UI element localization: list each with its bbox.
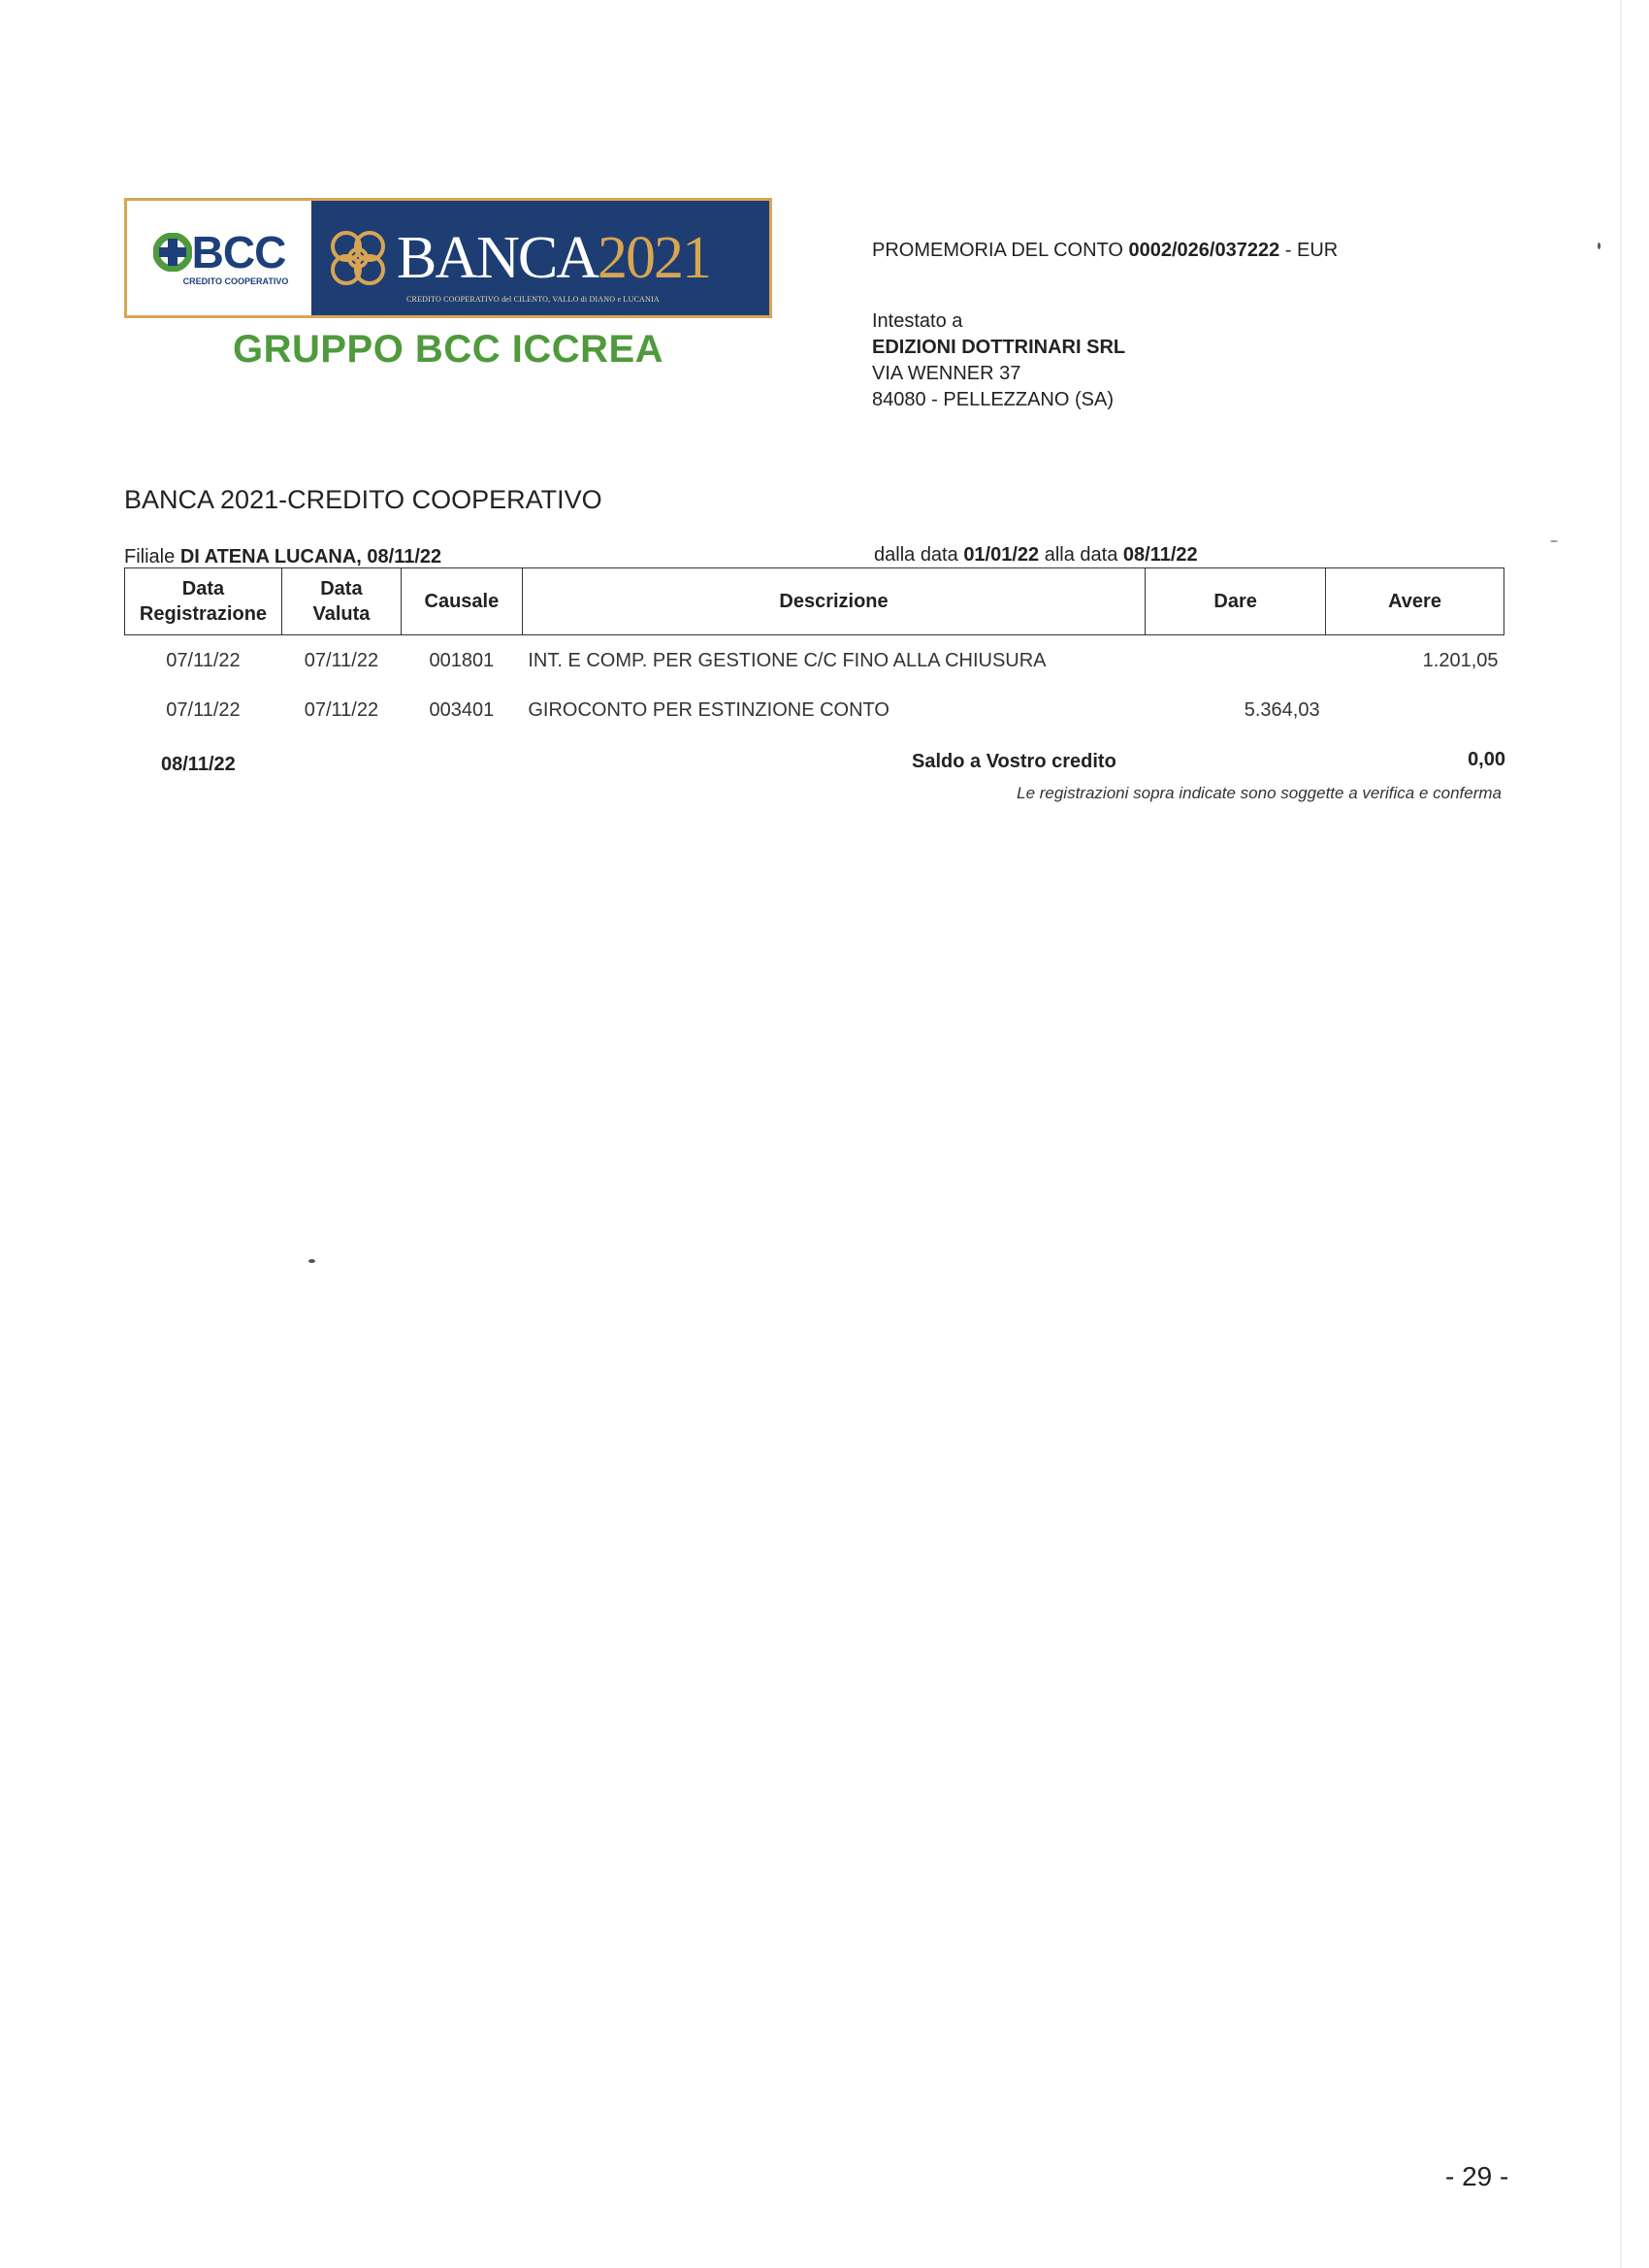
holder-label: Intestato a [872, 310, 963, 332]
celtic-knot-icon [323, 223, 393, 293]
period-from-label: dalla data [874, 544, 958, 566]
header-data-registrazione-line1: Data [181, 578, 225, 599]
cell-data-registrazione: 07/11/22 [166, 649, 241, 671]
page-number: - 29 - [1445, 2161, 1509, 2191]
banca-logo-text: BANCA [397, 225, 598, 291]
table-row [125, 635, 1504, 687]
table-row [125, 686, 1504, 734]
group-name: GRUPPO BCC ICCREA [232, 328, 664, 371]
banca2021-logo [311, 201, 769, 315]
bank-name: BANCA 2021-CREDITO COOPERATIVO [124, 485, 602, 514]
cell-data-registrazione: 07/11/22 [166, 698, 241, 721]
cell-descrizione: INT. E COMP. PER GESTIONE C/C FINO ALLA CHIUSURA [528, 649, 1047, 671]
summary-value: 0,00 [1468, 749, 1505, 770]
cell-data-valuta: 07/11/22 [304, 649, 379, 671]
scan-edge [1620, 0, 1622, 2268]
header-dare: Dare [1146, 568, 1326, 635]
holder-address: VIA WENNER 37 [872, 363, 1021, 384]
scan-speck [1550, 540, 1558, 542]
period-line [874, 544, 1198, 567]
cell-avere: 1.201,05 [1422, 649, 1499, 671]
header-data-registrazione-line2: Registrazione [139, 603, 268, 625]
cell-dare: 5.364,03 [1244, 698, 1320, 721]
branch-name: DI ATENA LUCANA, 08/11/22 [179, 546, 442, 567]
branch-line [124, 546, 441, 568]
cell-avere [1326, 686, 1504, 734]
memo-prefix: PROMEMORIA DEL CONTO [872, 240, 1123, 261]
bcc-logo-subtitle: CREDITO COOPERATIVO [182, 276, 289, 286]
header-data-valuta-line2: Valuta [312, 603, 371, 625]
table-header-row [125, 568, 1504, 635]
header-data-valuta [281, 568, 401, 635]
bcc-logo [127, 201, 311, 315]
cell-dare [1146, 635, 1326, 687]
header-descrizione: Descrizione [522, 568, 1145, 635]
account-number: 0002/026/037222 [1128, 240, 1280, 261]
verification-note: Le registrazioni sopra indicate sono soggette a verifica e conferma [1017, 784, 1502, 802]
cell-descrizione: GIROCONTO PER ESTINZIONE CONTO [528, 698, 889, 721]
holder-city: 84080 - PELLEZZANO (SA) [872, 389, 1114, 410]
scan-speck [1598, 243, 1600, 249]
banca-logo-tagline: CREDITO COOPERATIVO del CILENTO, VALLO di DIANO e LUCANIA [406, 295, 660, 304]
cell-causale: 003401 [429, 698, 495, 721]
holder-name: EDIZIONI DOTTRINARI SRL [872, 337, 1126, 358]
header-data-valuta-line1: Data [320, 578, 363, 599]
branch-label: Filiale [124, 546, 176, 567]
bcc-logo-text: BCC [191, 227, 286, 277]
currency-suffix: - EUR [1284, 240, 1339, 261]
scan-speck [308, 1259, 315, 1263]
header-data-registrazione [125, 568, 282, 635]
account-memo-line [872, 240, 1338, 262]
header-causale: Causale [401, 568, 522, 635]
period-to-label: alla data [1044, 544, 1118, 566]
cell-data-valuta: 07/11/22 [304, 698, 379, 721]
transactions-table [124, 567, 1504, 734]
period-to-date: 08/11/22 [1122, 544, 1198, 566]
bank-logo [124, 198, 772, 318]
cell-causale: 001801 [429, 649, 495, 671]
summary-date: 08/11/22 [161, 754, 236, 775]
bcc-mark-icon [153, 233, 192, 272]
period-from-date: 01/01/22 [963, 544, 1040, 566]
banca-logo-year: 2021 [598, 225, 711, 291]
summary-label: Saldo a Vostro credito [912, 751, 1116, 772]
header-avere: Avere [1326, 568, 1504, 635]
